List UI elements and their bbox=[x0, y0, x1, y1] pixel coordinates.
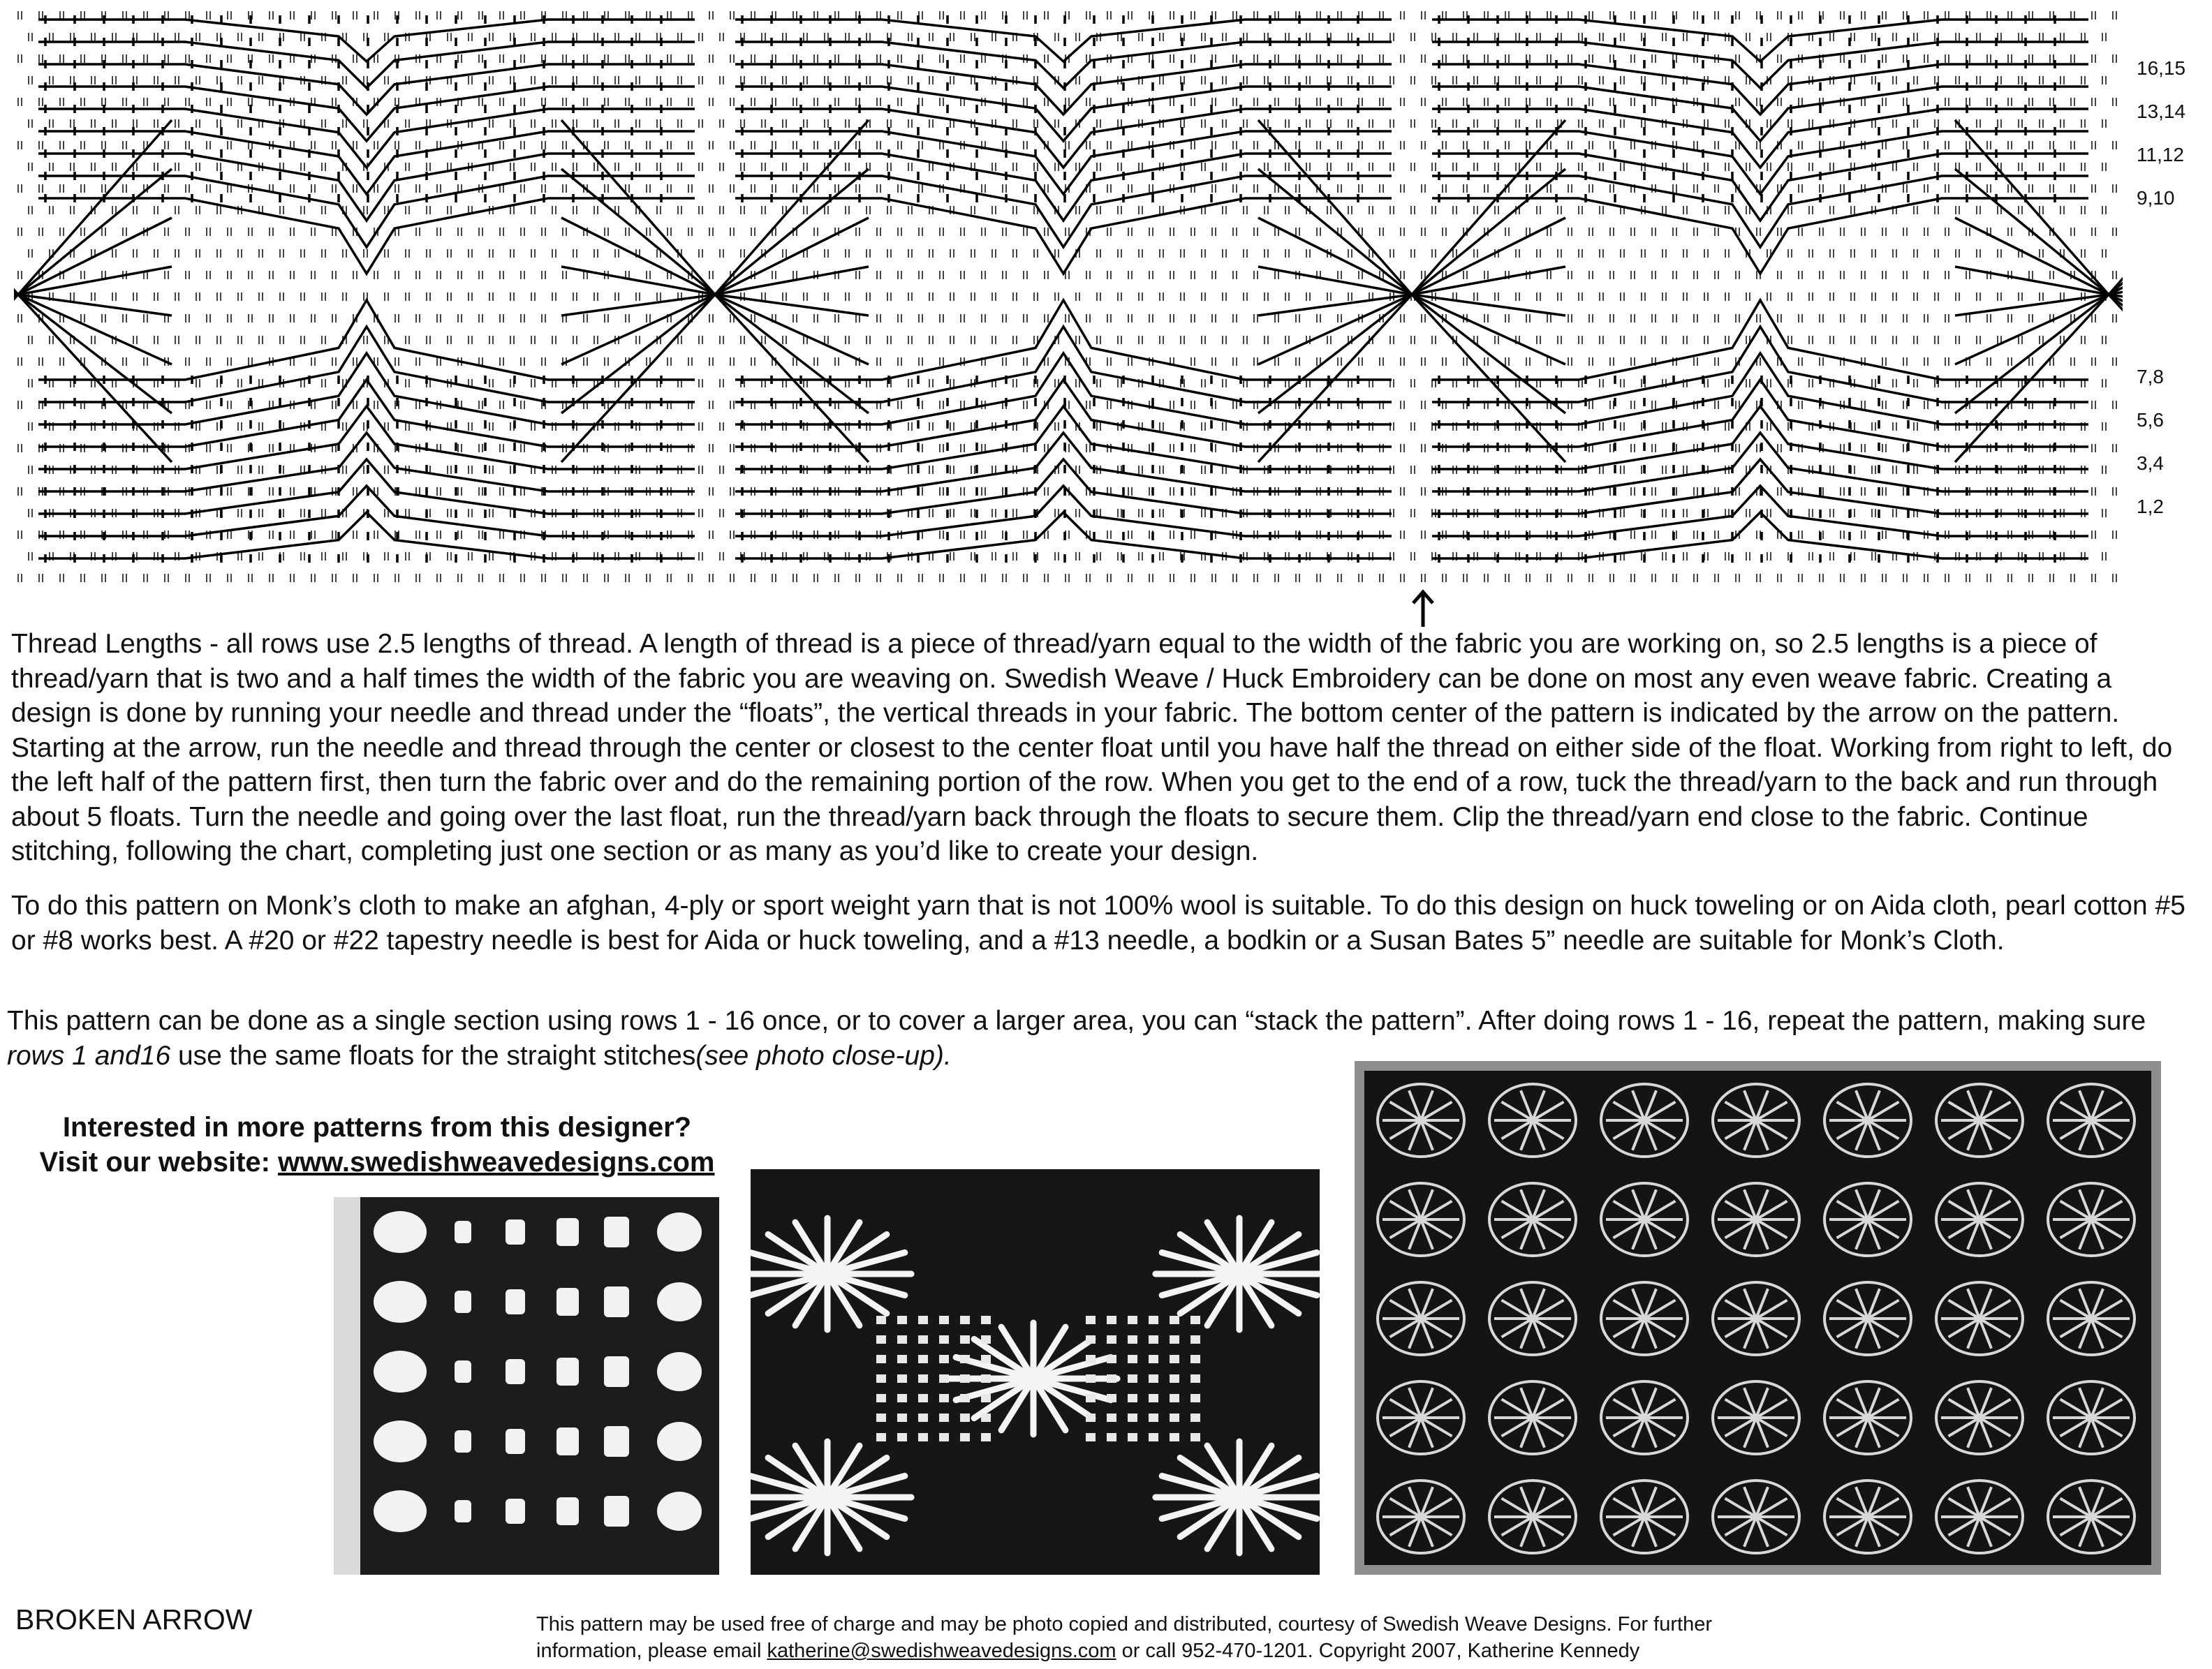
photo-afghan-graphic bbox=[1355, 1061, 2161, 1575]
row-label-7-8: 7,8 bbox=[2137, 366, 2164, 387]
photo-closeup-graphic bbox=[334, 1197, 719, 1575]
row-label-1-2: 1,2 bbox=[2137, 496, 2164, 517]
row-label-16-15: 16,15 bbox=[2137, 57, 2186, 79]
instructions-materials: To do this pattern on Monk’s cloth to make an afghan, 4-ply or sport weight yarn that is not 100% wool is suitable. To do this design on huck toweling or on Aida cloth, pearl cotton #5 or #8 works best. A #20 or #22 tapestry needle is best for Aida or huck toweling, and a #13 needle, a bodkin or a Susan Bates 5” needle are suitable for Monk’s Cloth. bbox=[11, 891, 2185, 956]
photo-closeup bbox=[334, 1197, 719, 1575]
email-link[interactable]: katherine@swedishweavedesigns.com bbox=[767, 1640, 1116, 1662]
pattern-chart bbox=[14, 6, 2123, 592]
photo-afghan bbox=[1355, 1061, 2161, 1575]
row-label-5-6: 5,6 bbox=[2137, 409, 2164, 431]
footer-suffix: or call 952-470-1201. Copyright 2007, Katherine Kennedy bbox=[1116, 1640, 1640, 1662]
footer-copyright bbox=[536, 1611, 2142, 1664]
promo-line-1: Interested in more patterns from this designer? bbox=[62, 1112, 692, 1143]
row-label-3-4: 3,4 bbox=[2137, 452, 2164, 474]
row-label-9-10: 9,10 bbox=[2137, 187, 2175, 209]
footer-line-2 bbox=[536, 1638, 2142, 1664]
promo-line-2 bbox=[14, 1145, 740, 1180]
row-label-11-12: 11,12 bbox=[2137, 144, 2184, 165]
footer-prefix: information, please email bbox=[536, 1640, 767, 1662]
stacking-text-italic-1: rows 1 and16 bbox=[7, 1040, 171, 1071]
photo-detail-graphic bbox=[751, 1169, 1320, 1575]
website-link[interactable]: www.swedishweavedesigns.com bbox=[278, 1147, 715, 1178]
instructions-thread-lengths: Thread Lengths - all rows use 2.5 lengths of thread. A length of thread is a piece of thread/yarn equal to the width of the fabric you are working on, so 2.5 lengths is a piece of thread/yarn that is two and a half times the width of the fabric you are weaving on. Swedish Weave / Huck Embroidery can be done on most any even weave fabric. Creating a design is done by running your needle and thread under the “floats”, the vertical threads in your fabric. The bottom center of the pattern is indicated by the arrow on the pattern. Starting at the arrow, run the needle and thread through the center or closest to the center float until you have half the thread on either side of the float. Working from right to left, do the left half of the pattern first, then turn the fabric over and do the remaining portion of the row. When you get to the end of a row, tuck the thread/yarn to the back and run through about 5 floats. Turn the needle and going over the last float, run the thread/yarn back through the floats to secure them. Clip the thread/yarn end close to the fabric. Continue stitching, following the chart, completing just one section or as many as you’d like to create your design. bbox=[11, 629, 2173, 866]
pattern-title: BROKEN ARROW bbox=[15, 1603, 253, 1635]
row-label-13-14: 13,14 bbox=[2137, 101, 2186, 122]
designer-promo bbox=[14, 1110, 740, 1180]
stacking-text-italic-2: (see photo close-up). bbox=[695, 1040, 952, 1071]
stacking-text-2: use the same floats for the straight stitches bbox=[170, 1040, 696, 1071]
pattern-chart-graphic bbox=[14, 6, 2123, 592]
stitch-lines bbox=[14, 15, 2123, 563]
float-grid bbox=[18, 11, 2116, 582]
stacking-text-1: This pattern can be done as a single section using rows 1 - 16 once, or to cover a larger area, you can “stack the pattern”. After doing rows 1 - 16, repeat the pattern, making sure bbox=[7, 1006, 2146, 1036]
photo-detail bbox=[751, 1169, 1320, 1575]
center-arrow-icon bbox=[1409, 588, 1437, 630]
row-labels bbox=[2137, 0, 2206, 586]
footer-line-1: This pattern may be used free of charge and may be photo copied and distributed, courtesy of Swedish Weave Designs. For further bbox=[536, 1613, 1712, 1635]
promo-prefix: Visit our website: bbox=[39, 1147, 279, 1178]
